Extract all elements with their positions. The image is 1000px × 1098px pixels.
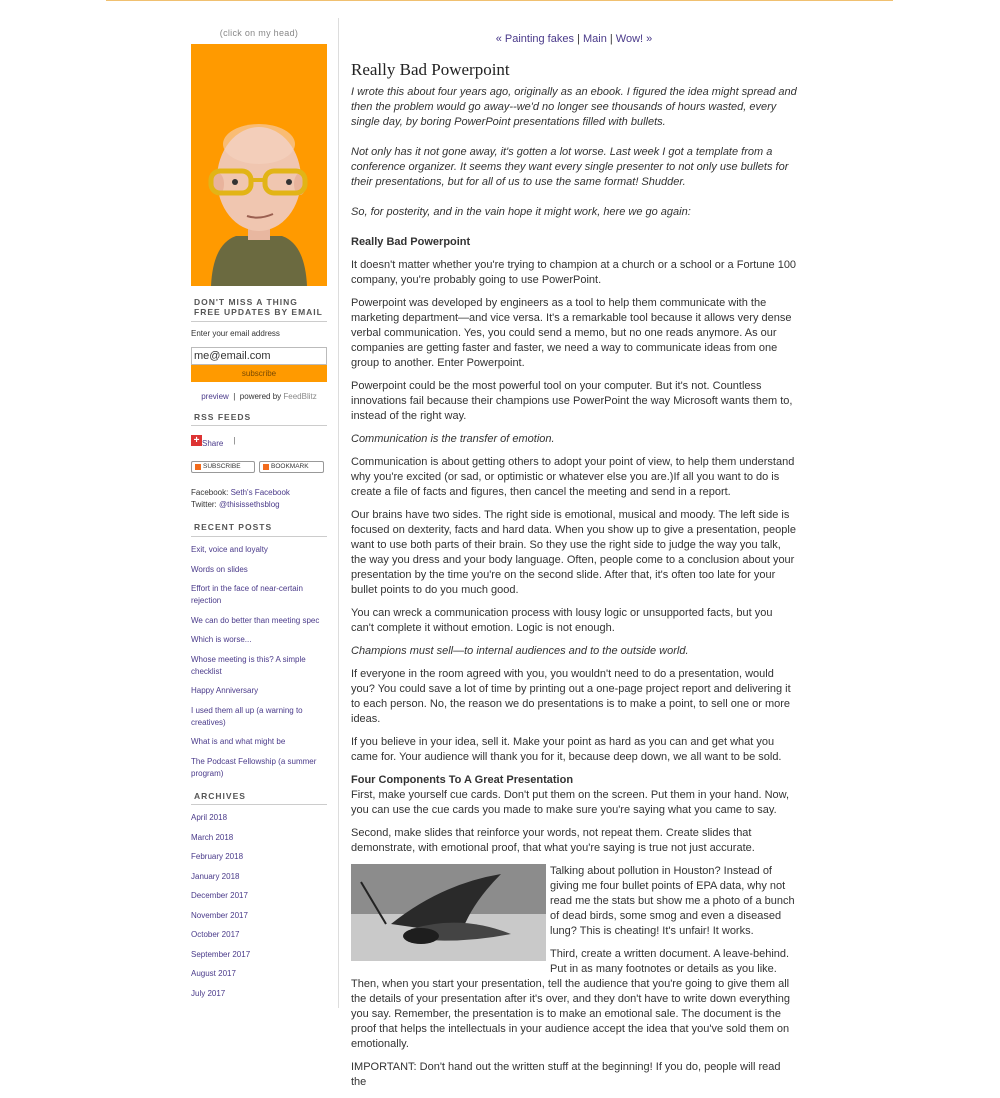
recent-post-link[interactable]: I used them all up (a warning to creatives) bbox=[191, 705, 303, 727]
email-label: Enter your email address bbox=[191, 328, 280, 338]
body-paragraph: Communication is about getting others to adopt your point of view, to help them understand why you're excited (or sad, or optimistic or whatever else you are.)If all you want to do is create a file of facts and figures, then cancel the meeting and send in a report. bbox=[351, 456, 795, 498]
archive-link[interactable]: October 2017 bbox=[191, 930, 240, 940]
subscribe-badge-label: SUBSCRIBE bbox=[203, 463, 241, 471]
bookmark-badge-label: BOOKMARK bbox=[271, 463, 309, 471]
recent-post-link[interactable]: What is and what might be bbox=[191, 737, 286, 747]
archive-link[interactable]: January 2018 bbox=[191, 871, 240, 881]
email-field[interactable] bbox=[191, 347, 327, 365]
rss-icon bbox=[195, 464, 201, 470]
body-paragraph: Powerpoint was developed by engineers as a tool to help them communicate with the marketing department—and vice versa. It's a remarkable tool because it allows very dense verbal communication. Yes, you could send a memo, but no one reads anymore. As our companies are getting faster and faster, we need a way to communicate ideas from one group to another. Enter Powerpoint. bbox=[351, 297, 792, 369]
prev-post-link[interactable]: « Painting fakes bbox=[495, 33, 574, 45]
feedblitz-link[interactable]: FeedBlitz bbox=[283, 391, 317, 401]
author-head-image bbox=[191, 44, 327, 286]
author-portrait[interactable] bbox=[191, 44, 327, 286]
photo-section bbox=[351, 864, 797, 1052]
subscribe-button[interactable]: subscribe bbox=[191, 365, 327, 382]
archive-link[interactable]: July 2017 bbox=[191, 988, 226, 998]
share-separator: | bbox=[233, 436, 236, 446]
intro-paragraph: Not only has it not gone away, it's gotten a lot worse. Last week I got a template from a conference organizer. It seems they want every single presenter to not only use bullets for their presentations, but for all of us to use the same format! Shudder. bbox=[351, 146, 789, 188]
preview-link[interactable]: preview bbox=[201, 391, 229, 401]
post-content bbox=[351, 32, 797, 1098]
archive-link[interactable]: March 2018 bbox=[191, 832, 234, 842]
archives-list bbox=[191, 812, 327, 1000]
dead-bird-photo bbox=[351, 864, 546, 961]
recent-post-link[interactable]: Exit, voice and loyalty bbox=[191, 545, 268, 555]
top-border bbox=[106, 0, 893, 1]
recent-posts-list bbox=[191, 544, 327, 780]
archive-link[interactable]: August 2017 bbox=[191, 969, 236, 979]
body-paragraph: Third, create a written document. A leave-behind. Put in as many footnotes or details as you like. Then, when you start your presentation, tell the audience that you're going to give them all the details of your presentation after it's over, and they don't have to write down everything you say. Remember, the presentation is to make an emotional sale. The document is the proof that helps the intellectuals in your audience accept the idea that you've sold them on emotionally. bbox=[351, 948, 790, 1050]
bookmark-icon bbox=[263, 464, 269, 470]
powered-by-text: powered by bbox=[239, 391, 282, 401]
free-updates-line: FREE UPDATES BY EMAIL bbox=[194, 306, 323, 317]
section-subheading: Really Bad Powerpoint bbox=[351, 236, 471, 248]
post-title: Really Bad Powerpoint bbox=[351, 60, 510, 79]
body-paragraph: If everyone in the room agreed with you, you wouldn't need to do a presentation, would you? You could save a lot of time by printing out a one-page project report and delivering it to each person. No, the reason we do presentations is to make a point, to sell one or more ideas. bbox=[351, 668, 791, 725]
main-link[interactable]: Main bbox=[582, 33, 607, 45]
body-paragraph: Second, make slides that reinforce your words, not repeat them. Create slides that demonstrate, with emotional proof, that what you're saying is true not just accurate. bbox=[351, 827, 755, 854]
next-post-link[interactable]: Wow! » bbox=[615, 33, 653, 45]
body-paragraph: IMPORTANT: Don't hand out the written stuff at the beginning! If you do, people will read the bbox=[351, 1061, 781, 1088]
preview-separator: | bbox=[233, 391, 236, 401]
recent-post-link[interactable]: Whose meeting is this? A simple checklist bbox=[191, 654, 306, 676]
recent-posts-heading: RECENT POSTS bbox=[191, 523, 327, 537]
twitter-link[interactable]: @thisissethsblog bbox=[219, 500, 280, 510]
archive-link[interactable]: December 2017 bbox=[191, 891, 248, 901]
recent-post-link[interactable]: Words on slides bbox=[191, 564, 248, 574]
body-paragraph: If you believe in your idea, sell it. Make your point as hard as you can and get what you came for. Your audience will thank you for it, because deep down, we all want to be sold. bbox=[351, 736, 782, 763]
twitter-label: Twitter: bbox=[191, 500, 217, 510]
preview-row bbox=[191, 392, 327, 401]
recent-post-link[interactable]: Which is worse... bbox=[191, 635, 252, 645]
archive-link[interactable]: February 2018 bbox=[191, 852, 244, 862]
facebook-link[interactable]: Seth's Facebook bbox=[230, 488, 290, 498]
nav-separator: | bbox=[609, 33, 613, 45]
share-row bbox=[191, 433, 327, 448]
subscribe-badge[interactable] bbox=[191, 461, 255, 473]
plus-icon[interactable]: + bbox=[191, 435, 202, 446]
section-subheading: Four Components To A Great Presentation bbox=[351, 774, 574, 786]
click-head-caption: (click on my head) bbox=[219, 28, 299, 38]
feed-badges bbox=[191, 461, 327, 473]
archive-link[interactable]: April 2018 bbox=[191, 813, 228, 823]
emphasis-paragraph: Communication is the transfer of emotion. bbox=[351, 433, 555, 445]
facebook-label: Facebook: bbox=[191, 488, 229, 498]
body-paragraph: Powerpoint could be the most powerful tool on your computer. But it's not. Countless innovations fail because their champions use PowerPoint the way Microsoft wants them to, instead of the right way. bbox=[351, 380, 793, 422]
recent-post-link[interactable]: We can do better than meeting spec bbox=[191, 615, 320, 625]
email-updates-heading bbox=[191, 298, 327, 322]
recent-post-link[interactable]: Happy Anniversary bbox=[191, 686, 259, 696]
intro-paragraph: I wrote this about four years ago, originally as an ebook. I figured the idea might spread and then the problem would go away--we'd no longer see thousands of hours wasted, every single day, by boring PowerPoint presentations filled with bullets. bbox=[351, 86, 797, 128]
bookmark-badge[interactable] bbox=[259, 461, 324, 473]
body-paragraph: Our brains have two sides. The right side is emotional, musical and moody. The left side is focused on dexterity, facts and hard data. When you show up to give a presentation, people want to use both parts of their brain. So they use the right side to judge the way you talk, the way you dress and your body language. Often, people come to a conclusion about your presentation by the time you're on the second slide. After that, it's often too late for your bullet points to do you much good. bbox=[351, 509, 796, 596]
share-link[interactable]: Share bbox=[202, 439, 224, 449]
sidebar bbox=[191, 28, 327, 1007]
rss-feeds-heading: RSS FEEDS bbox=[191, 413, 327, 427]
body-paragraph: You can wreck a communication process with lousy logic or unsupported facts, but you can't complete it without emotion. Logic is not enough. bbox=[351, 607, 773, 634]
archive-link[interactable]: September 2017 bbox=[191, 949, 251, 959]
dont-miss-line: DON'T MISS A THING bbox=[194, 297, 298, 307]
post-navigation bbox=[351, 32, 797, 47]
emphasis-paragraph: Champions must sell—to internal audiences and to the outside world. bbox=[351, 645, 689, 657]
column-divider bbox=[338, 18, 339, 1008]
social-links bbox=[191, 487, 327, 511]
dead-bird-image bbox=[351, 864, 546, 961]
archives-heading: ARCHIVES bbox=[191, 792, 327, 806]
recent-post-link[interactable]: Effort in the face of near-certain rejection bbox=[191, 584, 303, 606]
body-paragraph: First, make yourself cue cards. Don't put them on the screen. Put them in your hand. Now, you can use the cue cards you made to make sure you're saying what you came to say. bbox=[351, 789, 790, 816]
recent-post-link[interactable]: The Podcast Fellowship (a summer program) bbox=[191, 756, 317, 778]
intro-paragraph: So, for posterity, and in the vain hope it might work, here we go again: bbox=[351, 206, 691, 218]
nav-separator: | bbox=[577, 33, 580, 45]
body-paragraph: It doesn't matter whether you're trying to champion at a church or a school or a Fortune 100 company, you're probably going to use PowerPoint. bbox=[351, 259, 797, 286]
archive-link[interactable]: November 2017 bbox=[191, 910, 248, 920]
body-paragraph: Talking about pollution in Houston? Instead of giving me four bullet points of EPA data, why not read me the stats but show me a photo of a bunch of dead birds, some smog and even a diseased lung? This is cheating! It's unfair! It works. bbox=[550, 865, 795, 937]
